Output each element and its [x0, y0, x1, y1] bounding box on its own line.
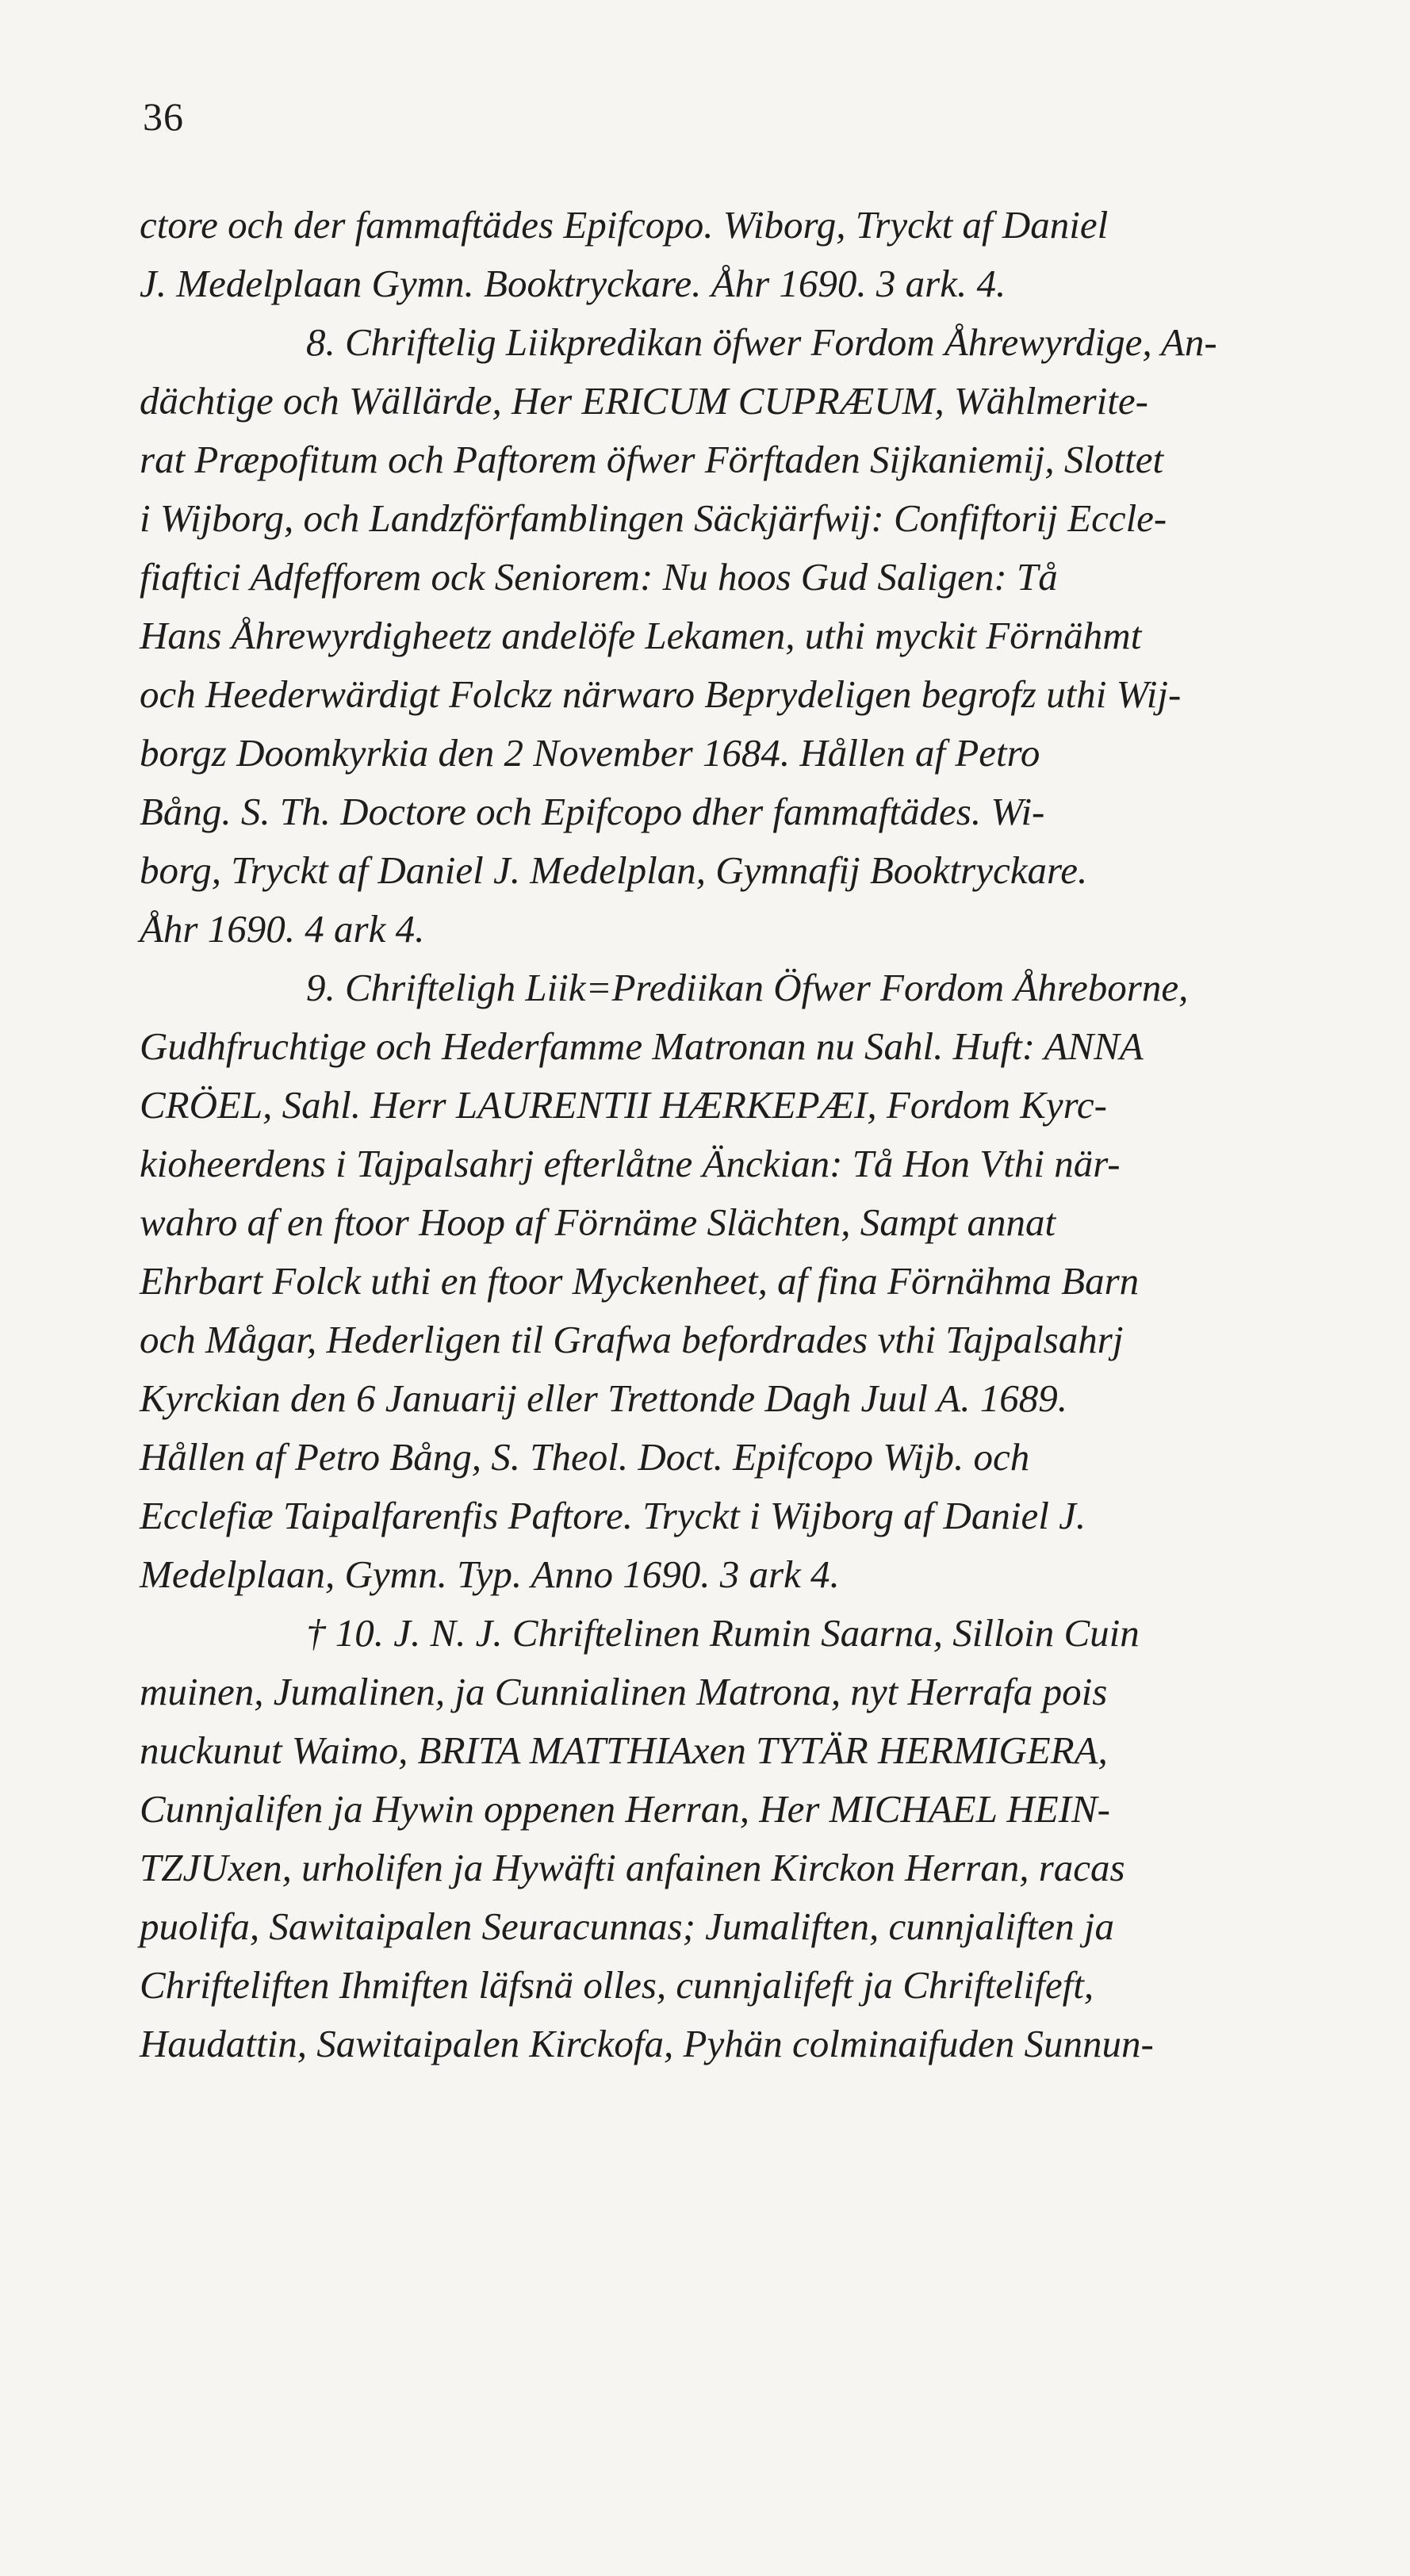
text-line: † 10. J. N. J. Chriftelinen Rumin Saarna, Silloin Cuin: [306, 1611, 1140, 1655]
text-line: 8. Chriftelig Liikpredikan öfwer Fordom Åhrewyrdige, An-: [306, 320, 1217, 364]
text-line: Haudattin, Sawitaipalen Kirckofa, Pyhän colminaifuden Sunnun-: [140, 2022, 1154, 2065]
text-line: wahro af en ftoor Hoop af Förnäme Slächten, Sampt annat: [140, 1200, 1056, 1244]
text-line: muinen, Jumalinen, ja Cunnialinen Matrona, nyt Herrafa pois: [140, 1670, 1108, 1713]
text-line: Ehrbart Folck uthi en ftoor Myckenheet, af fina Förnähma Barn: [140, 1259, 1140, 1303]
text-line: J. Medelplaan Gymn. Booktryckare. Åhr 1690. 3 ark. 4.: [140, 262, 1006, 305]
text-line: i Wijborg, och Landzförfamblingen Säckjärfwij: Confiftorij Eccle-: [140, 496, 1167, 540]
text-line: Cunnjalifen ja Hywin oppenen Herran, Her MICHAEL HEIN-: [140, 1787, 1110, 1831]
text-line: nuckunut Waimo, BRITA MATTHIAxen TYTÄR HERMIGERA,: [140, 1728, 1108, 1772]
text-line: borgz Doomkyrkia den 2 November 1684. Hållen af Petro: [140, 731, 1040, 775]
text-line: Kyrckian den 6 Januarij eller Trettonde Dagh Juul A. 1689.: [140, 1376, 1067, 1420]
text-line: Gudhfruchtige och Hederfamme Matronan nu Sahl. Huft: ANNA: [140, 1024, 1144, 1068]
text-line: och Mågar, Hederligen til Grafwa befordrades vthi Tajpalsahrj: [140, 1318, 1124, 1361]
text-line: Bång. S. Th. Doctore och Epifcopo dher fammaftädes. Wi-: [140, 790, 1045, 833]
text-line: Hållen af Petro Bång, S. Theol. Doct. Epifcopo Wijb. och: [140, 1435, 1030, 1479]
text-line: och Heederwärdigt Folckz närwaro Beprydeligen begrofz uthi Wij-: [140, 672, 1182, 716]
page-number: 36: [143, 94, 184, 139]
text-line: TZJUxen, urholifen ja Hywäfti anfainen Kirckon Herran, racas: [140, 1846, 1125, 1889]
text-line: Medelplaan, Gymn. Typ. Anno 1690. 3 ark 4.: [140, 1552, 840, 1596]
text-line: Åhr 1690. 4 ark 4.: [140, 907, 425, 951]
text-line: CRÖEL, Sahl. Herr LAURENTII HÆRKEPÆI, Fordom Kyrc-: [140, 1083, 1107, 1127]
text-line: borg, Tryckt af Daniel J. Medelplan, Gymnafij Booktryckare.: [140, 848, 1088, 892]
text-line: rat Præpofitum och Paftorem öfwer Förftaden Sijkaniemij, Slottet: [140, 438, 1164, 481]
text-line: puolifa, Sawitaipalen Seuracunnas; Jumaliften, cunnjaliften ja: [140, 1904, 1114, 1948]
text-line: kioheerdens i Tajpalsahrj efterlåtne Änckian: Tå Hon Vthi när-: [140, 1142, 1121, 1185]
text-line: fiaftici Adfefforem ock Seniorem: Nu hoos Gud Saligen: Tå: [140, 555, 1058, 599]
text-line: Hans Åhrewyrdigheetz andelöfe Lekamen, uthi myckit Förnähmt: [140, 614, 1142, 657]
text-line: Ecclefiæ Taipalfarenfis Paftore. Tryckt i Wijborg af Daniel J.: [140, 1494, 1086, 1537]
text-line: ctore och der fammaftädes Epifcopo. Wiborg, Tryckt af Daniel: [140, 203, 1109, 247]
text-line: dächtige och Wällärde, Her ERICUM CUPRÆUM, Wählmerite-: [140, 379, 1148, 423]
text-line: 9. Chrifteligh Liik=Prediikan Öfwer Fordom Åhreborne,: [306, 966, 1189, 1009]
text-line: Chrifteliften Ihmiften läfsnä olles, cunnjalifeft ja Chriftelifeft,: [140, 1963, 1094, 2007]
